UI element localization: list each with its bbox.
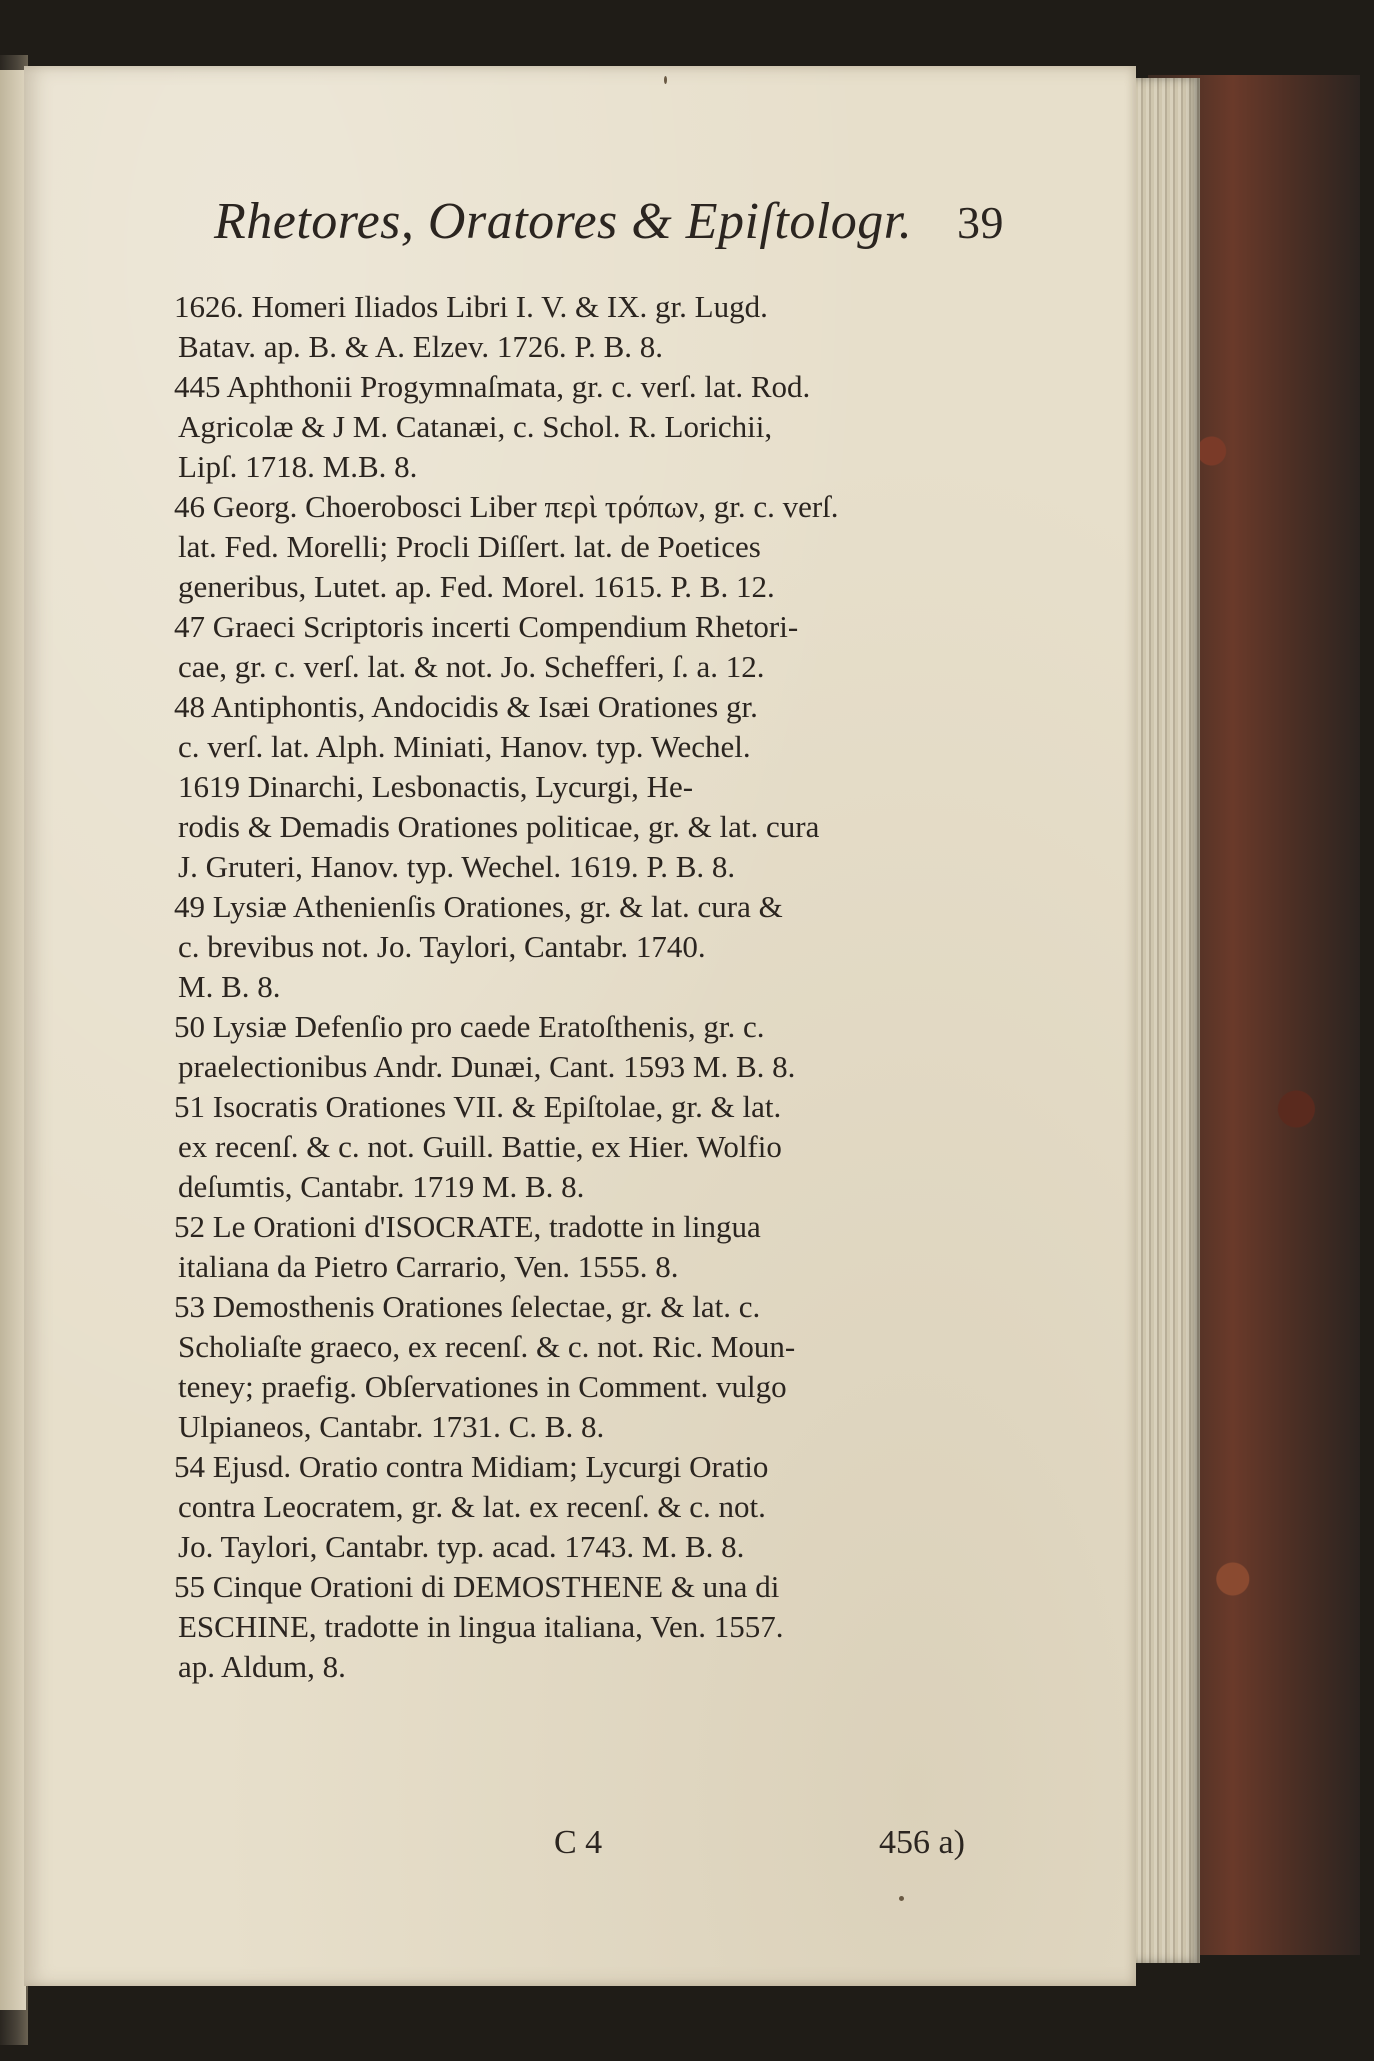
text-line: ap. Aldum, 8. xyxy=(178,1649,346,1684)
text-line: teney; praefig. Obſervationes in Comment. vulgo xyxy=(178,1369,787,1404)
text-line: Lipſ. 1718. M.B. 8. xyxy=(178,449,418,484)
running-header xyxy=(214,192,1004,251)
text-line: deſumtis, Cantabr. 1719 M. B. 8. xyxy=(178,1169,585,1204)
text-line: rodis & Demadis Orationes politicae, gr. & lat. cura xyxy=(178,809,820,844)
catalogue-text xyxy=(174,287,994,1687)
text-line: italiana da Pietro Carrario, Ven. 1555. 8. xyxy=(178,1249,679,1284)
text-line: M. B. 8. xyxy=(178,969,281,1004)
text-line: Jo. Taylori, Cantabr. typ. acad. 1743. M. B. 8. xyxy=(178,1529,745,1564)
text-line: contra Leocratem, gr. & lat. ex recenſ. & c. not. xyxy=(178,1489,766,1524)
text-line: Ulpianeos, Cantabr. 1731. C. B. 8. xyxy=(178,1409,605,1444)
text-line: 54 Ejusd. Oratio contra Midiam; Lycurgi Oratio xyxy=(174,1449,769,1484)
text-line: lat. Fed. Morelli; Procli Diſſert. lat. de Poetices xyxy=(178,529,761,564)
text-line: 53 Demosthenis Orationes ſelectae, gr. & lat. c. xyxy=(174,1289,761,1324)
text-line: 1619 Dinarchi, Lesbonactis, Lycurgi, He- xyxy=(178,769,694,804)
text-line: 47 Graeci Scriptoris incerti Compendium Rhetori- xyxy=(174,609,799,644)
book-page xyxy=(24,66,1136,1986)
signature-mark: C 4 xyxy=(554,1824,603,1861)
catchword: 456 a) xyxy=(879,1824,965,1861)
text-line: Scholiaſte graeco, ex recenſ. & c. not. Ric. Moun- xyxy=(178,1329,796,1364)
text-line: ex recenſ. & c. not. Guill. Battie, ex Hier. Wolfio xyxy=(178,1129,782,1164)
text-line: 51 Isocratis Orationes VII. & Epiſtolae, gr. & lat. xyxy=(174,1089,782,1124)
text-line: 46 Georg. Choerobosci Liber περὶ τρόπων, gr. c. verſ. xyxy=(174,489,839,524)
page-edges xyxy=(1130,78,1200,1963)
text-line: praelectionibus Andr. Dunæi, Cant. 1593 M. B. 8. xyxy=(178,1049,796,1084)
text-line: c. verſ. lat. Alph. Miniati, Hanov. typ. Wechel. xyxy=(178,729,751,764)
ink-speck xyxy=(899,1896,904,1901)
text-line: 52 Le Orationi d'ISOCRATE, tradotte in lingua xyxy=(174,1209,761,1244)
text-line: 48 Antiphontis, Andocidis & Isæi Orationes gr. xyxy=(174,689,758,724)
text-line: 445 Aphthonii Progymnaſmata, gr. c. verſ. lat. Rod. xyxy=(174,369,811,404)
previous-page-edge xyxy=(0,70,26,2010)
text-line: ESCHINE, tradotte in lingua italiana, Ven. 1557. xyxy=(178,1609,784,1644)
text-line: J. Gruteri, Hanov. typ. Wechel. 1619. P. B. 8. xyxy=(178,849,736,884)
text-line: Batav. ap. B. & A. Elzev. 1726. P. B. 8. xyxy=(178,329,664,364)
ink-speck xyxy=(664,76,667,84)
text-line: generibus, Lutet. ap. Fed. Morel. 1615. P. B. 12. xyxy=(178,569,775,604)
text-line: 49 Lysiæ Athenienſis Orationes, gr. & lat. cura & xyxy=(174,889,783,924)
page-number: 39 xyxy=(957,197,1004,248)
running-title: Rhetores, Oratores & Epiſtologr. xyxy=(214,193,913,250)
text-line: 50 Lysiæ Defenſio pro caede Eratoſthenis, gr. c. xyxy=(174,1009,765,1044)
text-line: cae, gr. c. verſ. lat. & not. Jo. Schefferi, ſ. a. 12. xyxy=(178,649,765,684)
text-line: 55 Cinque Orationi di DEMOSTHENE & una di xyxy=(174,1569,780,1604)
page-footer xyxy=(24,1824,1136,1874)
text-line: 1626. Homeri Iliados Libri I. V. & IX. gr. Lugd. xyxy=(174,289,768,324)
text-line: Agricolæ & J M. Catanæi, c. Schol. R. Lorichii, xyxy=(178,409,773,444)
text-line: c. brevibus not. Jo. Taylori, Cantabr. 1740. xyxy=(178,929,706,964)
